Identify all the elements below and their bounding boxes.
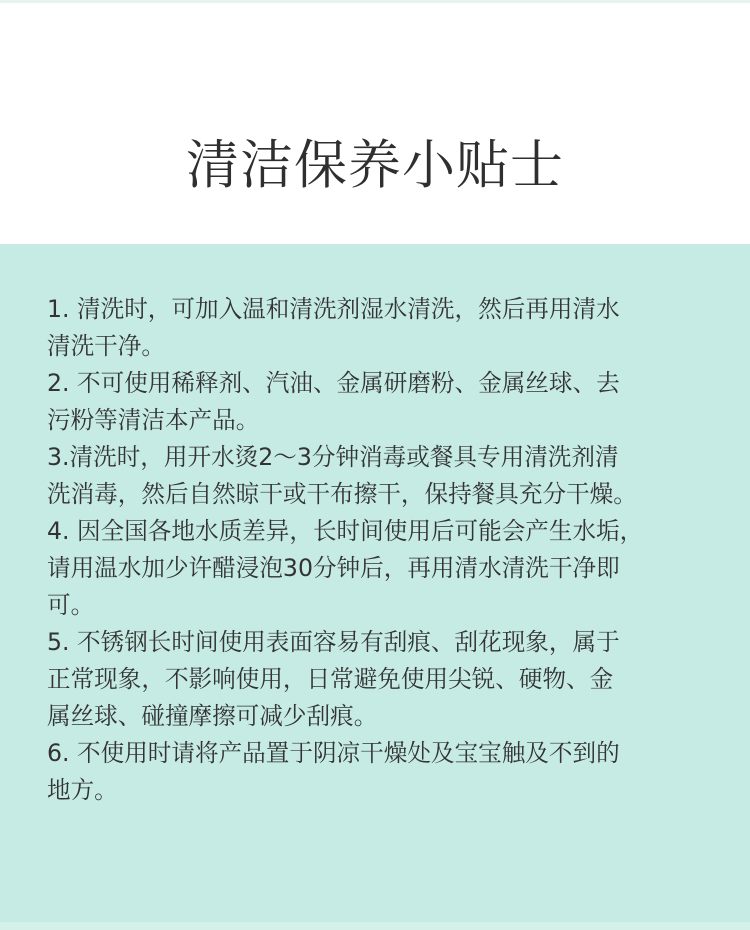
page-title: 清洁保养小贴士 xyxy=(186,135,564,196)
tip-line: 清洗干净。 xyxy=(47,332,165,360)
tip-line: 正常现象，不影响使用，日常避免使用尖锐、硬物、金 xyxy=(47,665,614,693)
tip-line: 污粉等清洁本产品。 xyxy=(47,406,260,434)
tip-line: 1. 清洗时，可加入温和清洗剂湿水清洗，然后再用清水 xyxy=(47,295,620,323)
tip-line: 可。 xyxy=(47,591,95,619)
bottom-accent-strip xyxy=(0,922,750,930)
tip-line: 5. 不锈钢长时间使用表面容易有刮痕、刮花现象，属于 xyxy=(47,628,620,656)
header-section xyxy=(0,3,750,244)
tip-line: 6. 不使用时请将产品置于阴凉干燥处及宝宝触及不到的 xyxy=(47,739,620,767)
tip-line: 洗消毒，然后自然晾干或干布擦干，保持餐具充分干燥。 xyxy=(47,480,637,508)
tip-line: 3.清洗时，用开水烫2～3分钟消毒或餐具专用清洗剂清 xyxy=(47,443,619,471)
tips-list xyxy=(47,291,717,809)
tip-line: 2. 不可使用稀释剂、汽油、金属研磨粉、金属丝球、去 xyxy=(47,369,620,397)
tip-line: 4. 因全国各地水质差异，长时间使用后可能会产生水垢， xyxy=(47,517,644,545)
tip-line: 地方。 xyxy=(47,776,118,804)
tip-line: 属丝球、碰撞摩擦可减少刮痕。 xyxy=(47,702,378,730)
tip-line: 请用温水加少许醋浸泡30分钟后，再用清水清洗干净即 xyxy=(47,554,620,582)
